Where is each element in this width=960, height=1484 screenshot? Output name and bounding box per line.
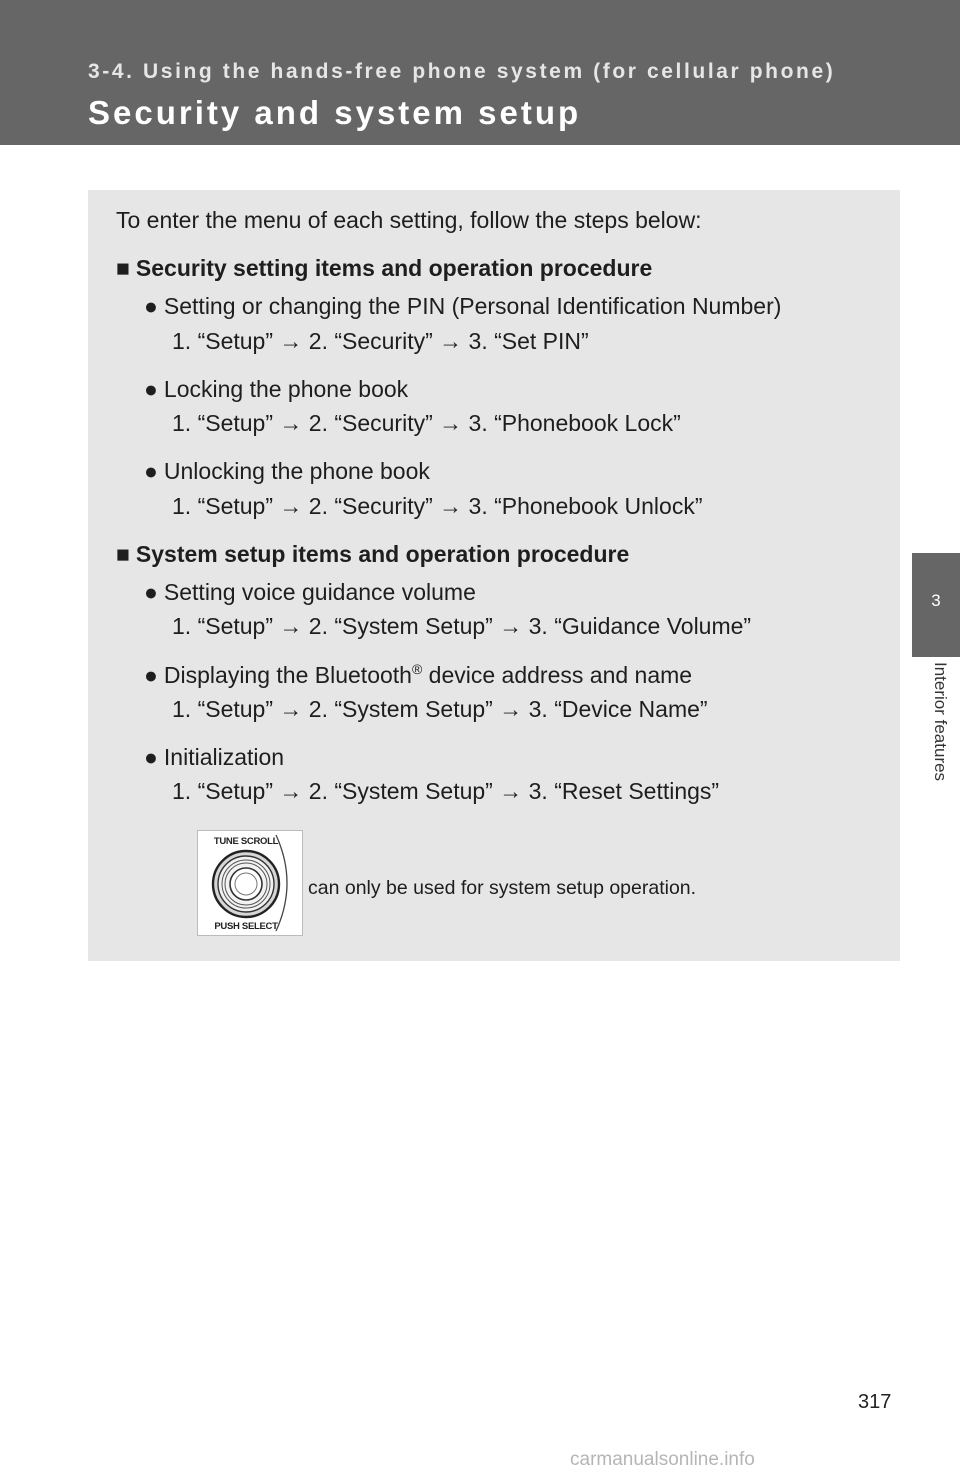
heading-text: System setup items and operation procedure <box>135 541 630 567</box>
knob-icon <box>198 831 302 935</box>
chapter-name: Interior features <box>931 662 950 782</box>
bullet-icon: ● <box>144 579 158 605</box>
item-label-part: device address and name <box>422 662 693 688</box>
bullet-icon: ● <box>144 376 158 402</box>
chapter-tab <box>912 553 960 657</box>
list-item <box>144 457 430 485</box>
item-label-part: Displaying the Bluetooth <box>163 662 412 688</box>
heading-text: Security setting items and operation procedure <box>135 255 653 281</box>
item-label: Unlocking the phone book <box>163 458 430 484</box>
intro-text: To enter the menu of each setting, follow the steps below: <box>116 207 702 233</box>
knob-bottom-label: PUSH SELECT <box>214 921 278 932</box>
knob-note: can only be used for system setup operation. <box>308 877 697 899</box>
square-bullet-icon: ■ <box>116 255 130 281</box>
bullet-icon: ● <box>144 293 158 319</box>
bullet-icon: ● <box>144 744 158 770</box>
list-item <box>144 375 408 403</box>
item-steps: 1. “Setup” → 2. “Security” → 3. “Phonebook Lock” <box>172 410 681 436</box>
page-header <box>0 0 960 145</box>
page-title: Security and system setup <box>88 94 582 131</box>
tune-scroll-knob-illustration <box>197 830 303 936</box>
item-steps: 1. “Setup” → 2. “System Setup” → 3. “Reset Settings” <box>172 778 720 804</box>
watermark: carmanualsonline.info <box>570 1449 755 1470</box>
list-item <box>144 743 284 771</box>
item-label: Initialization <box>163 744 285 770</box>
list-item <box>144 578 476 606</box>
chapter-number: 3 <box>931 591 941 610</box>
bullet-icon: ● <box>144 458 158 484</box>
knob-top-label: TUNE SCROLL <box>213 836 279 847</box>
item-label: Locking the phone book <box>163 376 409 402</box>
item-steps: 1. “Setup” → 2. “System Setup” → 3. “Device Name” <box>172 696 708 722</box>
registered-mark: ® <box>411 661 423 677</box>
square-bullet-icon: ■ <box>116 541 130 567</box>
section-heading-security <box>116 254 652 282</box>
list-item <box>144 292 781 320</box>
page-number: 317 <box>858 1391 892 1413</box>
item-label: Setting voice guidance volume <box>163 579 476 605</box>
section-label: 3-4. Using the hands-free phone system (for cellular phone) <box>88 60 836 83</box>
item-label: Setting or changing the PIN (Personal Identification Number) <box>163 293 782 319</box>
item-steps: 1. “Setup” → 2. “System Setup” → 3. “Guidance Volume” <box>172 613 752 639</box>
bullet-icon: ● <box>144 662 158 688</box>
item-steps: 1. “Setup” → 2. “Security” → 3. “Phonebook Unlock” <box>172 493 703 519</box>
section-heading-system <box>116 540 629 568</box>
list-item <box>144 661 692 689</box>
item-steps: 1. “Setup” → 2. “Security” → 3. “Set PIN” <box>172 328 589 354</box>
